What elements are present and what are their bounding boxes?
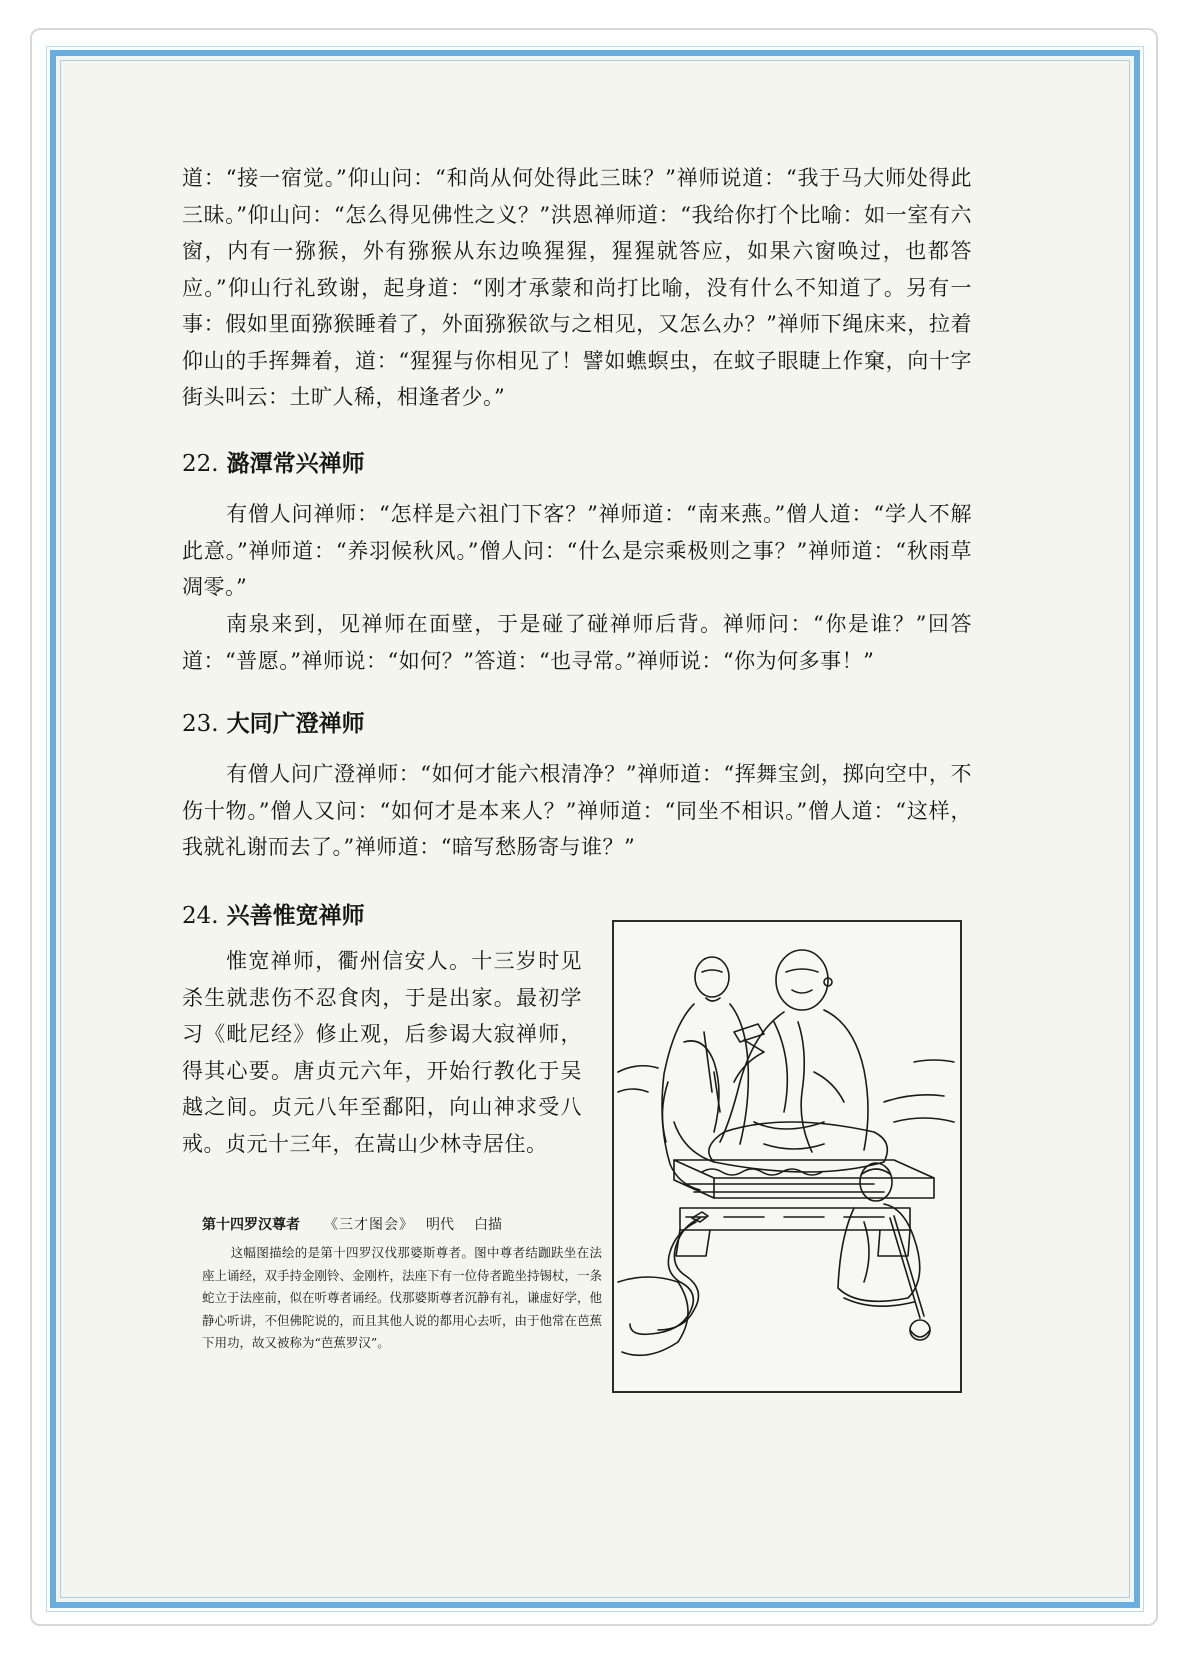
- section-21-continued-paragraph: 道：“接一宿觉。”仰山问：“和尚从何处得此三昧？”禅师说道：“我于马大师处得此三昧。”仰山问：“怎么得见佛性之义？”洪恩禅师道：“我给你打个比喻：如一室有六窗，内有一猕猴，外有猕猴从东边唤猩猩，猩猩就答应，如果六窗唤过，也都答应。”仰山行礼致谢，起身道：“刚才承蒙和尚打比喻，没有什么不知道了。另有一事：假如里面猕猴睡着了，外面猕猴欲与之相见，又怎么办？”禅师下绳床来，拉着仰山的手挥舞着，道：“猩猩与你相见了！譬如蟭螟虫，在蚊子眼睫上作窠，向十字街头叫云：土旷人稀，相逢者少。”: [182, 166, 972, 409]
- section-24-title: 兴善惟宽禅师: [226, 902, 365, 929]
- section-23-number: 23.: [182, 711, 219, 737]
- caption-era: 明代: [426, 1217, 454, 1233]
- section-22-number: 22.: [182, 451, 219, 477]
- section-23-heading: [182, 706, 365, 742]
- caption-text: 这幅图描绘的是第十四罗汉伐那婆斯尊者。图中尊者结跏趺坐在法座上诵经，双手持金刚铃、金刚杵，法座下有一位侍者跪坐持锡杖，一条蛇立于法座前，似在听尊者诵经。伐那婆斯尊者沉静有礼，谦虚好学，他静心听讲，不但佛陀说的，而且其他人说的都用心去听，由于他常在芭蕉下用功，故又被称为“芭蕉罗汉”。: [202, 1245, 603, 1350]
- section-23-paragraph-1: 有僧人问广澄禅师：“如何才能六根清净？”禅师道：“挥舞宝剑，掷向空中，不伤十物。”僧人又问：“如何才是本来人？”禅师道：“同坐不相识。”僧人道：“这样，我就礼谢而去了。”禅师道：“暗写愁肠寄与谁？”: [182, 762, 972, 859]
- kneeling-attendant-figure: [838, 1163, 930, 1340]
- seated-arhat-figure: [709, 950, 887, 1172]
- section-23-title: 大同广澄禅师: [226, 710, 365, 737]
- arhat-line-drawing: [614, 922, 960, 1391]
- section-22-heading: [182, 446, 365, 482]
- section-22-title: 潞潭常兴禅师: [226, 450, 365, 477]
- standing-monk-figure: [662, 957, 748, 1190]
- caption-title: 第十四罗汉尊者: [202, 1217, 300, 1233]
- arhat-illustration: [612, 920, 962, 1393]
- section-24-paragraph-1: 惟宽禅师，衢州信安人。十三岁时见杀生就悲伤不忍食肉，于是出家。最初学习《毗尼经》修止观，后参谒大寂禅师，得其心要。唐贞元六年，开始行教化于吴越之间。贞元八年至鄱阳，向山神求受八戒。贞元十三年，在嵩山少林寺居住。: [182, 949, 582, 1156]
- caption-title-line: [202, 1212, 602, 1238]
- caption-source: 《三才图会》: [324, 1217, 414, 1233]
- section-22-paragraph-2: 南泉来到，见禅师在面壁，于是碰了碰禅师后背。禅师问：“你是谁？”回答道：“普愿。”禅师说：“如何？”答道：“也寻常。”禅师说：“你为何多事！”: [182, 612, 972, 673]
- section-22-paragraph-1: 有僧人问禅师：“怎样是六祖门下客？”禅师道：“南来燕。”僧人道：“学人不解此意。”禅师道：“养羽候秋风。”僧人问：“什么是宗乘极则之事？”禅师道：“秋雨草凋零。”: [182, 502, 972, 599]
- illustration-caption: [202, 1212, 602, 1355]
- section-24-heading: [182, 898, 365, 934]
- caption-technique: 白描: [474, 1217, 502, 1233]
- section-24-number: 24.: [182, 903, 219, 929]
